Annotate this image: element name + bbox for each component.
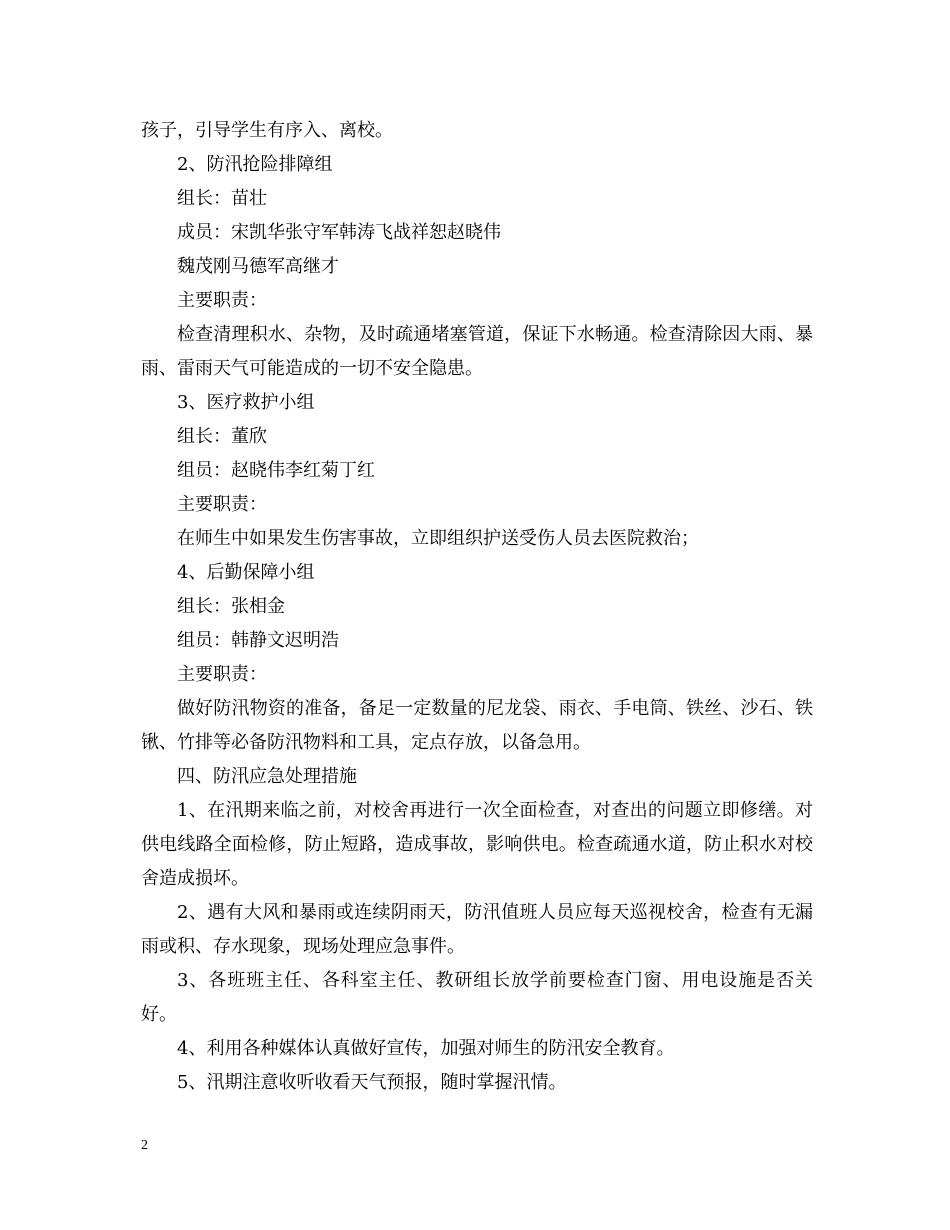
group-members-line: 组员：赵晓伟李红菊丁红 bbox=[177, 460, 375, 481]
measure-item: 1、在汛期来临之前，对校舍再进行一次全面检查，对查出的问题立即修缮。对供电线路全面检修，防止短路，造成事故，影响供电。检查疏通水道，防止积水对校舍造成损坏。 bbox=[141, 800, 813, 889]
document-body bbox=[141, 114, 813, 1100]
paragraph-continuation: 孩子，引导学生有序入、离校。 bbox=[141, 120, 393, 141]
section-heading-emergency-measures: 四、防汛应急处理措施 bbox=[177, 766, 357, 787]
group-leader-line: 组长：苗壮 bbox=[177, 188, 267, 209]
group-members-line-continued: 魏茂刚马德军高继才 bbox=[177, 256, 339, 277]
measure-item: 4、利用各种媒体认真做好宣传，加强对师生的防汛安全教育。 bbox=[177, 1038, 675, 1059]
group-leader-line: 组长：张相金 bbox=[177, 596, 285, 617]
section-heading-medical-group: 3、医疗救护小组 bbox=[177, 392, 315, 413]
group-leader-line: 组长：董欣 bbox=[177, 426, 267, 447]
section-heading-logistics-group: 4、后勤保障小组 bbox=[177, 562, 315, 583]
page-number: 2 bbox=[141, 1138, 148, 1153]
duties-heading: 主要职责： bbox=[177, 664, 267, 685]
duties-text: 在师生中如果发生伤害事故，立即组织护送受伤人员去医院救治； bbox=[177, 528, 699, 549]
duties-heading: 主要职责： bbox=[177, 494, 267, 515]
measure-item: 2、遇有大风和暴雨或连续阴雨天，防汛值班人员应每天巡视校舍，检查有无漏雨或积、存水现象，现场处理应急事件。 bbox=[141, 902, 813, 957]
group-members-line: 成员：宋凯华张守军韩涛飞战祥恕赵晓伟 bbox=[177, 222, 501, 243]
duties-text: 检查清理积水、杂物，及时疏通堵塞管道，保证下水畅通。检查清除因大雨、暴雨、雷雨天气可能造成的一切不安全隐患。 bbox=[141, 324, 813, 379]
measure-item: 5、汛期注意收听收看天气预报，随时掌握汛情。 bbox=[177, 1072, 567, 1093]
measure-item: 3、各班班主任、各科室主任、教研组长放学前要检查门窗、用电设施是否关好。 bbox=[141, 970, 813, 1025]
section-heading-flood-repair-group: 2、防汛抢险排障组 bbox=[177, 154, 333, 175]
duties-heading: 主要职责： bbox=[177, 290, 267, 311]
group-members-line: 组员：韩静文迟明浩 bbox=[177, 630, 339, 651]
duties-text: 做好防汛物资的准备，备足一定数量的尼龙袋、雨衣、手电筒、铁丝、沙石、铁锹、竹排等必备防汛物料和工具，定点存放，以备急用。 bbox=[141, 698, 813, 753]
